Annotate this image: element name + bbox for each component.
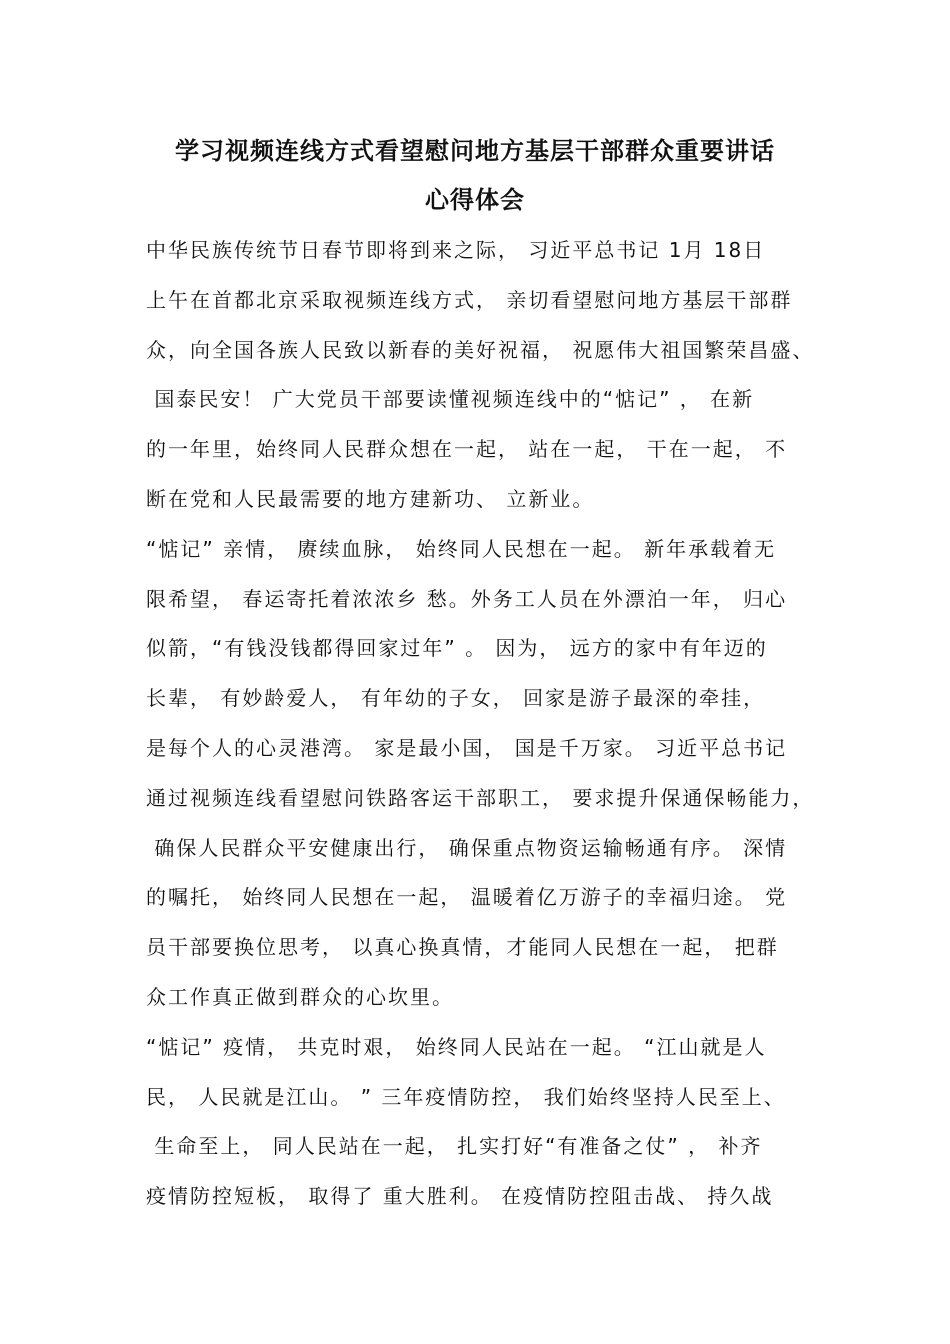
body-line: 众工作真正做到群众的心坎里。 <box>146 984 454 1009</box>
body-line: 似箭，“有钱没钱都得回家过年” 。 因为， 远方的家中有年迈的 <box>146 636 768 661</box>
body-line: 通过视频连线看望慰问铁路客运干部职工， 要求提升保通保畅能力， <box>146 785 815 810</box>
body-line: 众，向全国各族人民致以新春的美好祝福， 祝愿伟大祖国繁荣昌盛、 <box>146 337 815 362</box>
body-line: 民， 人民就是江山。 ” 三年疫情防控， 我们始终坚持人民至上、 <box>146 1084 786 1109</box>
body-line: 是每个人的心灵港湾。 家是最小国， 国是千万家。 习近平总书记 <box>146 735 788 760</box>
document-title-line-2: 心得体会 <box>425 186 525 214</box>
body-line: “惦记” 疫情， 共克时艰， 始终同人民站在一起。 “江山就是人 <box>146 1034 767 1059</box>
body-line: 长辈， 有妙龄爱人， 有年幼的子女， 回家是游子最深的牵挂， <box>146 686 766 711</box>
body-line: 生命至上， 同人民站在一起， 扎实打好“有准备之仗” ， 补齐 <box>146 1134 763 1159</box>
document-body <box>146 234 836 1230</box>
body-line: 疫情防控短板， 取得了 重大胜利。 在疫情防控阻击战、 持久战 <box>146 1184 774 1209</box>
body-line: 断在党和人民最需要的地方建新功、 立新业。 <box>146 486 595 511</box>
body-line: 上午在首都北京采取视频连线方式， 亲切看望慰问地方基层干部群 <box>146 287 793 312</box>
body-line: “惦记” 亲情， 赓续血脉， 始终同人民想在一起。 新年承载着无 <box>146 536 777 561</box>
document-title-line-1: 学习视频连线方式看望慰问地方基层干部群众重要讲话 <box>175 137 775 165</box>
body-line: 中华民族传统节日春节即将到来之际， 习近平总书记 1月 18日 <box>146 238 766 262</box>
body-line: 的一年里，始终同人民群众想在一起， 站在一起， 干在一起， 不 <box>146 437 788 462</box>
body-line: 国泰民安！ 广大党员干部要读懂视频连线中的“惦记” ， 在新 <box>146 387 755 412</box>
body-line: 的嘱托， 始终同人民想在一起， 温暖着亿万游子的幸福归途。 党 <box>146 885 788 910</box>
body-line: 员干部要换位思考， 以真心换真情，才能同人民想在一起， 把群 <box>146 935 779 960</box>
body-line: 确保人民群众平安健康出行， 确保重点物资运输畅通有序。 深情 <box>146 835 788 860</box>
body-line: 限希望， 春运寄托着浓浓乡 愁。外务工人员在外漂泊一年， 归心 <box>146 586 788 611</box>
